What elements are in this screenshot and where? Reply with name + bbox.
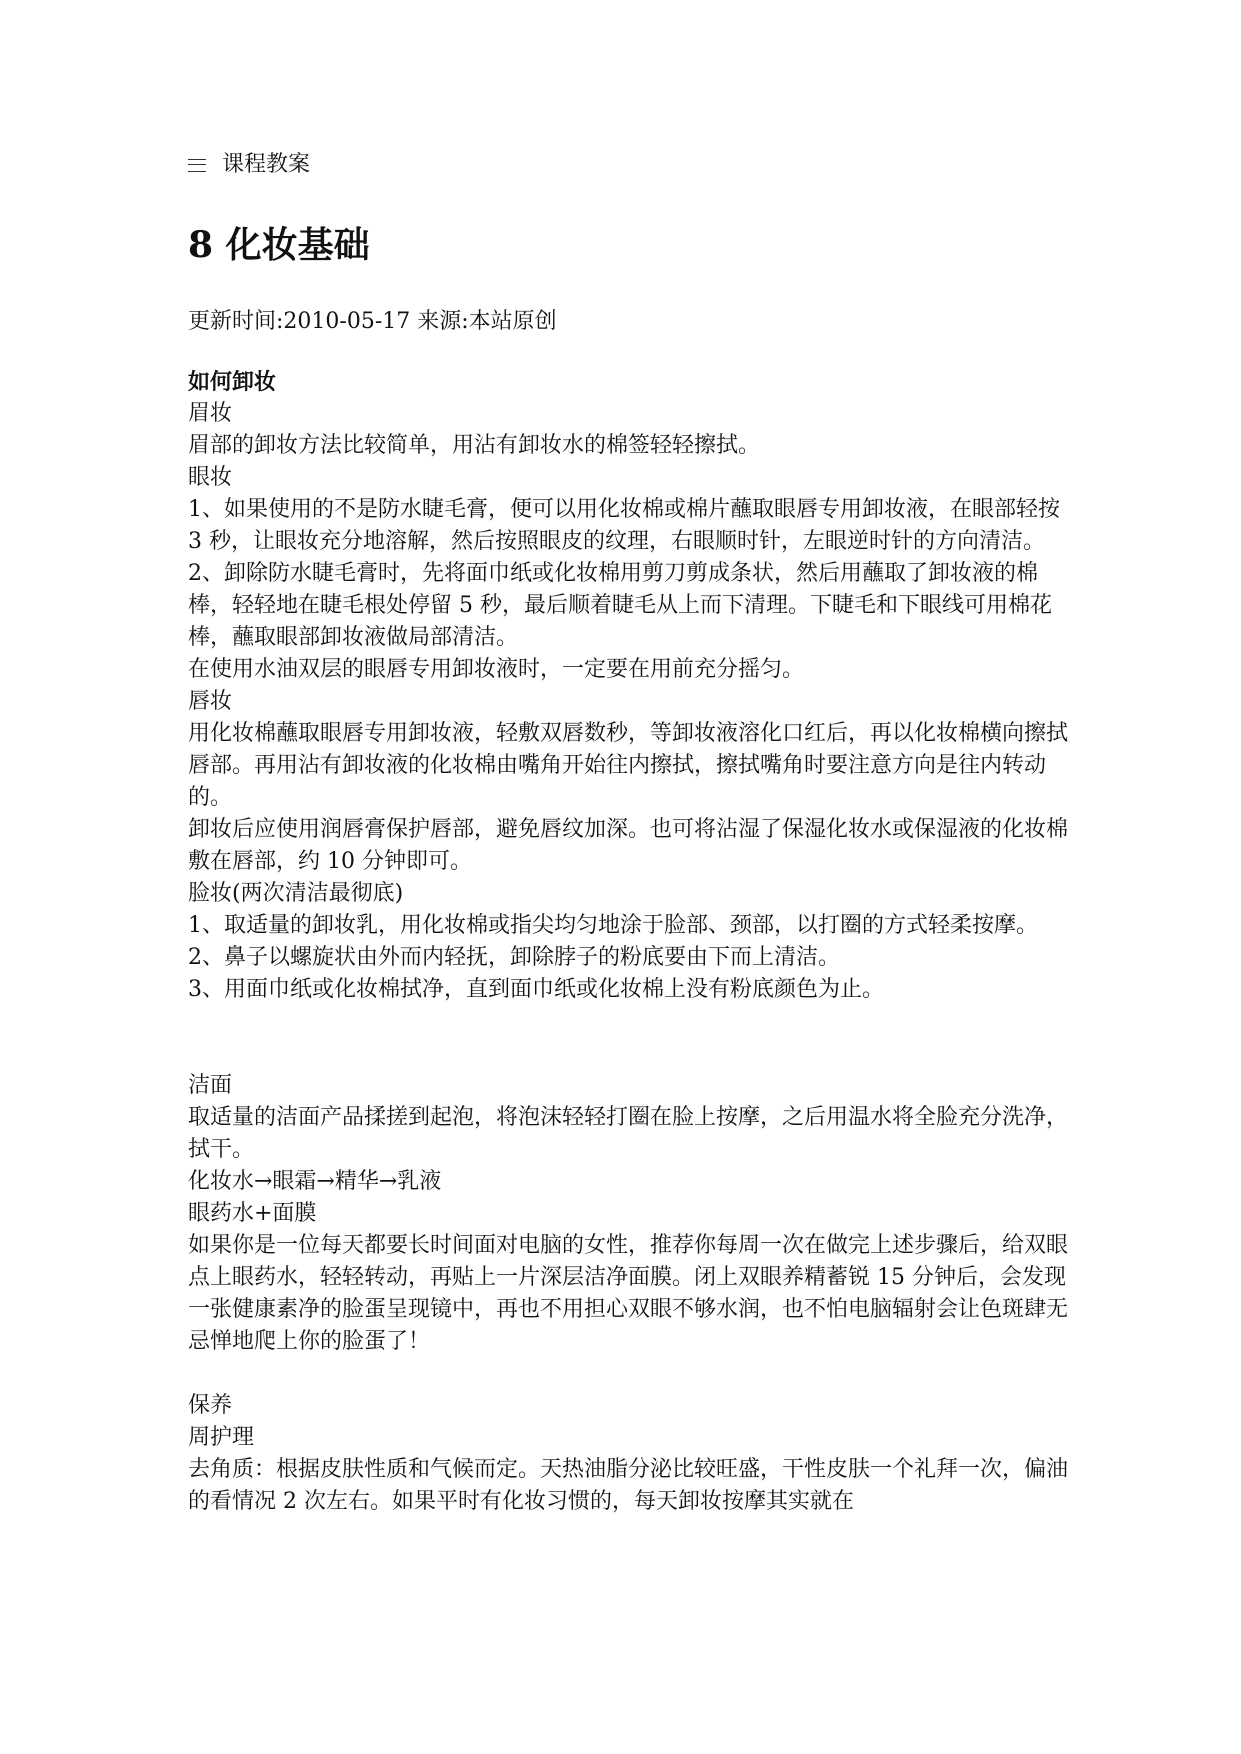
page-title: 8 化妆基础 bbox=[188, 224, 370, 266]
face-step-1: 1、取适量的卸妆乳，用化妆棉或指尖均匀地涂于脸部、颈部，以打圈的方式轻柔按摩。 bbox=[188, 913, 1038, 938]
weekly-care-label: 周护理 bbox=[188, 1425, 255, 1450]
eye-note: 在使用水油双层的眼唇专用卸妆液时，一定要在用前充分摇匀。 bbox=[188, 657, 805, 682]
article-body bbox=[188, 366, 1068, 1518]
eye-step-2: 2、卸除防水睫毛膏时，先将面巾纸或化妆棉用剪刀剪成条状，然后用蘸取了卸妆液的棉棒，轻轻地在睫毛根处停留 5 秒，最后顺着睫毛从上而下清理。下睫毛和下眼线可用棉花棒，蘸取眼部卸妆液做局部清洁。 bbox=[188, 561, 1052, 650]
face-step-3: 3、用面巾纸或化妆棉拭净，直到面巾纸或化妆棉上没有粉底颜色为止。 bbox=[188, 977, 884, 1002]
spacer bbox=[188, 1006, 1068, 1070]
eyedrop-mask-label: 眼药水+面膜 bbox=[188, 1201, 317, 1226]
update-meta: 更新时间:2010-05-17 来源:本站原创 bbox=[188, 309, 557, 334]
lip-text-1: 用化妆棉蘸取眼唇专用卸妆液，轻敷双唇数秒，等卸妆液溶化口红后，再以化妆棉横向擦拭唇部。再用沾有卸妆液的化妆棉由嘴角开始往内擦拭，擦拭嘴角时要注意方向是往内转动的。 bbox=[188, 721, 1069, 810]
lip-text-2: 卸妆后应使用润唇膏保护唇部，避免唇纹加深。也可将沾湿了保湿化妆水或保湿液的化妆棉敷在唇部，约 10 分钟即可。 bbox=[188, 817, 1069, 874]
eye-label: 眼妆 bbox=[188, 465, 233, 490]
document-page bbox=[188, 0, 1068, 1754]
spacer bbox=[188, 1358, 1068, 1390]
breadcrumb[interactable] bbox=[188, 150, 310, 180]
brow-label: 眉妆 bbox=[188, 401, 233, 426]
face-label: 脸妆(两次清洁最彻底) bbox=[188, 881, 404, 906]
section-heading-remove-makeup: 如何卸妆 bbox=[188, 369, 277, 395]
menu-icon bbox=[188, 159, 206, 172]
care-heading: 保养 bbox=[188, 1393, 233, 1418]
exfoliate-text: 去角质：根据皮肤性质和气候而定。天热油脂分泌比较旺盛，干性皮肤一个礼拜一次，偏油的看情况 2 次左右。如果平时有化妆习惯的，每天卸妆按摩其实就在 bbox=[188, 1457, 1069, 1514]
eye-step-1: 1、如果使用的不是防水睫毛膏，便可以用化妆棉或棉片蘸取眼唇专用卸妆液，在眼部轻按 3 秒，让眼妆充分地溶解，然后按照眼皮的纹理，右眼顺时针，左眼逆时针的方向清洁。 bbox=[188, 497, 1061, 554]
skincare-sequence: 化妆水→眼霜→精华→乳液 bbox=[188, 1169, 442, 1194]
brow-text: 眉部的卸妆方法比较简单，用沾有卸妆水的棉签轻轻擦拭。 bbox=[188, 433, 761, 458]
cleansing-heading: 洁面 bbox=[188, 1073, 233, 1098]
cleansing-text: 取适量的洁面产品揉搓到起泡，将泡沫轻轻打圈在脸上按摩，之后用温水将全脸充分洗净，拭干。 bbox=[188, 1105, 1069, 1162]
face-step-2: 2、鼻子以螺旋状由外而内轻抚，卸除脖子的粉底要由下而上清洁。 bbox=[188, 945, 840, 970]
lip-label: 唇妆 bbox=[188, 689, 233, 714]
eyedrop-mask-text: 如果你是一位每天都要长时间面对电脑的女性，推荐你每周一次在做完上述步骤后，给双眼点上眼药水，轻轻转动，再贴上一片深层洁净面膜。闭上双眼养精蓄锐 15 分钟后，会发现一张健康素净的脸蛋呈现镜中，再也不用担心双眼不够水润，也不怕电脑辐射会让色斑肆无忌惮地爬上你的脸蛋了！ bbox=[188, 1233, 1069, 1354]
breadcrumb-label[interactable]: 课程教案 bbox=[222, 152, 311, 177]
